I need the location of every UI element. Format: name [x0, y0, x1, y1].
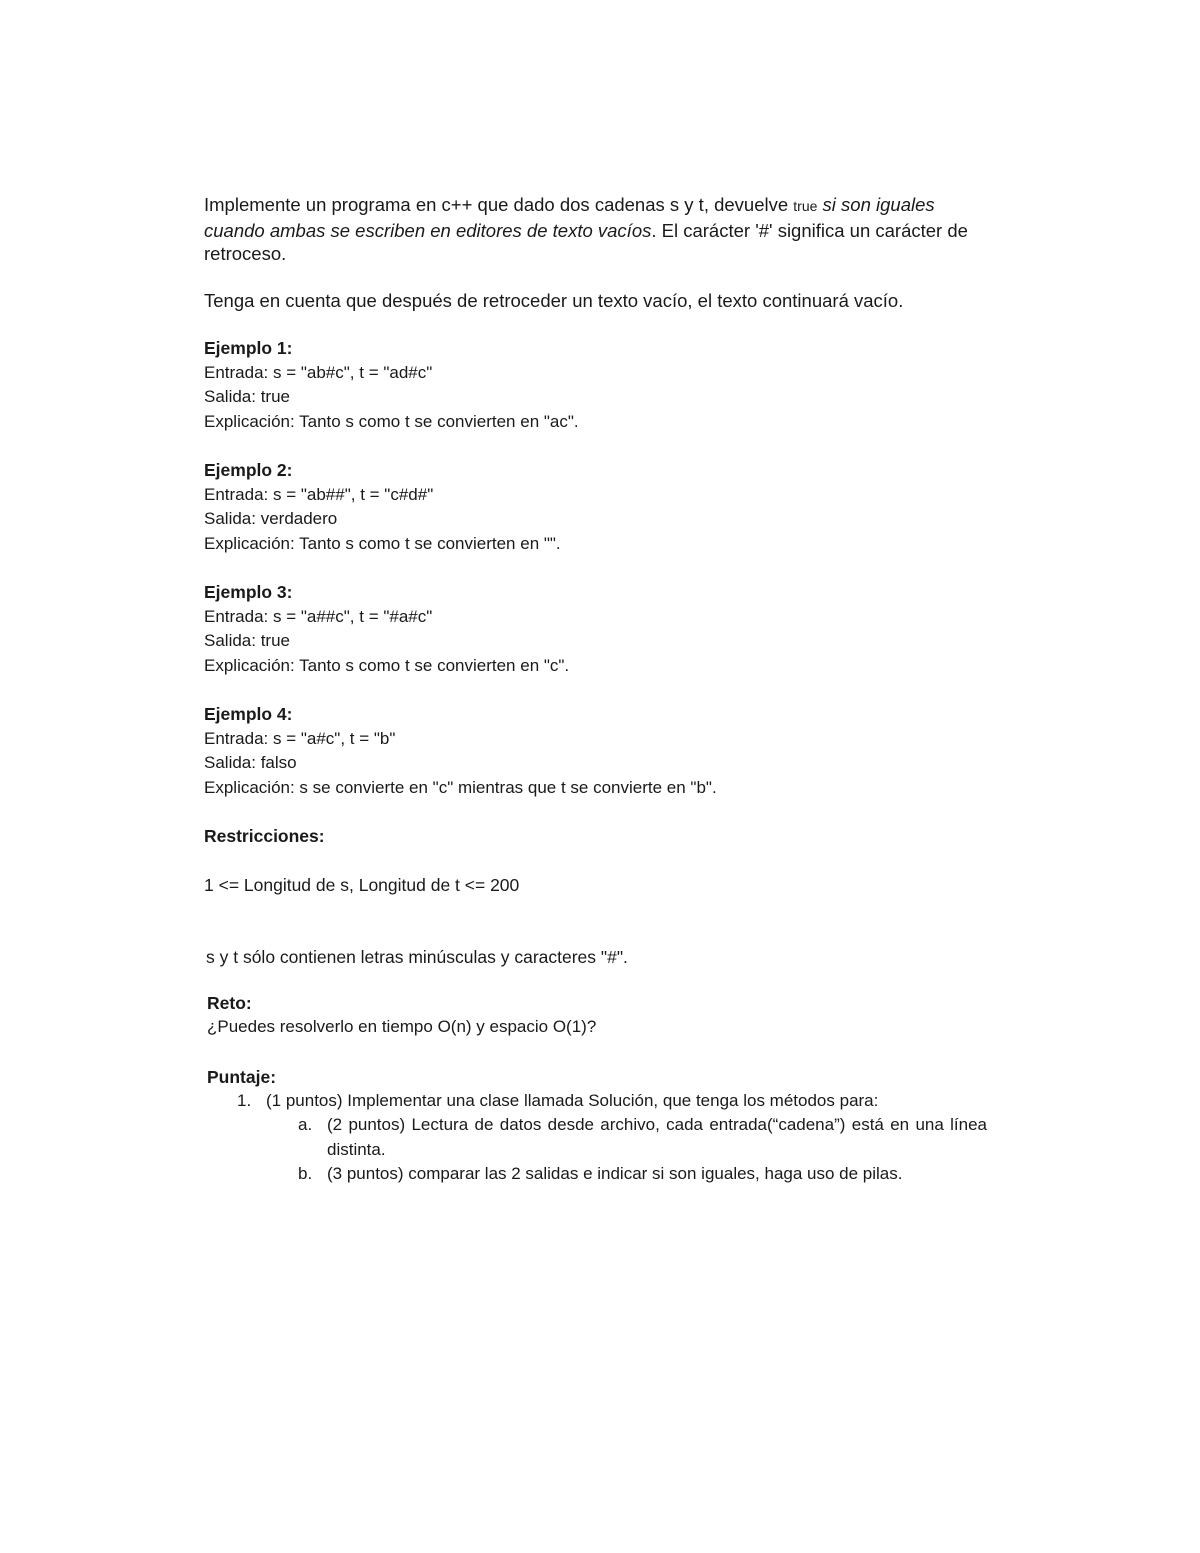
constraint-charset: s y t sólo contienen letras minúsculas y caracteres "#". — [206, 947, 628, 967]
score-subitem-text: (3 puntos) comparar las 2 salidas e indicar si son iguales, haga uso de pilas. — [327, 1164, 903, 1183]
example-explanation: Explicación: Tanto s como t se convierten en "". — [204, 533, 561, 553]
example-input: Entrada: s = "a#c", t = "b" — [204, 728, 396, 748]
score-list — [204, 1089, 994, 1187]
score-subitem-letter: a. — [298, 1115, 313, 1134]
example-explanation: Explicación: s se convierte en "c" mientras que t se convierte en "b". — [204, 777, 717, 797]
example-title: Ejemplo 1: — [204, 338, 293, 358]
empty-text-note: Tenga en cuenta que después de retroceder un texto vacío, el texto continuará vacío. — [204, 289, 904, 311]
example-2 — [204, 458, 994, 556]
example-input: Entrada: s = "a##c", t = "#a#c" — [204, 606, 433, 626]
example-output: Salida: falso — [204, 753, 297, 772]
problem-statement — [204, 193, 994, 266]
score-sublist — [266, 1113, 994, 1187]
challenge-text: ¿Puedes resolverlo en tiempo O(n) y espacio O(1)? — [207, 1017, 597, 1036]
score-subitem — [266, 1162, 987, 1187]
statement-italic: si son iguales cuando ambas se escriben en editores de texto vacíos — [204, 194, 935, 241]
example-input: Entrada: s = "ab#c", t = "ad#c" — [204, 362, 433, 382]
example-title: Ejemplo 3: — [204, 582, 293, 602]
example-output: Salida: true — [204, 387, 290, 406]
restrictions-title: Restricciones: — [204, 826, 325, 846]
constraint-length: 1 <= Longitud de s, Longitud de t <= 200 — [204, 875, 520, 895]
score-item-number: 1. — [237, 1090, 252, 1110]
example-explanation: Explicación: Tanto s como t se convierten en "c". — [204, 655, 570, 675]
statement-part-1: Implemente un programa en c++ que dado dos cadenas s y t, devuelve — [204, 194, 794, 215]
example-4 — [204, 702, 994, 800]
score-item — [204, 1089, 994, 1187]
challenge-title: Reto: — [207, 993, 252, 1013]
example-3 — [204, 580, 994, 678]
score-title: Puntaje: — [207, 1066, 277, 1087]
example-output: Salida: true — [204, 631, 290, 650]
example-explanation: Explicación: Tanto s como t se convierten en "ac". — [204, 411, 579, 431]
score-subitem-letter: b. — [298, 1164, 313, 1183]
example-title: Ejemplo 4: — [204, 704, 293, 724]
example-1 — [204, 336, 994, 434]
statement-true-word: true — [793, 198, 818, 214]
example-input: Entrada: s = "ab##", t = "c#d#" — [204, 484, 434, 504]
score-subitem — [266, 1113, 987, 1162]
example-output: Salida: verdadero — [204, 509, 338, 528]
statement-part-2: . El carácter '#' significa un carácter de retroceso. — [204, 219, 968, 264]
score-item-text: (1 puntos) Implementar una clase llamada Solución, que tenga los métodos para: — [266, 1090, 879, 1110]
document-page — [204, 193, 994, 1187]
example-title: Ejemplo 2: — [204, 460, 293, 480]
score-subitem-text: (2 puntos) Lectura de datos desde archivo, cada entrada(“cadena”) está en una línea distinta. — [327, 1115, 987, 1159]
